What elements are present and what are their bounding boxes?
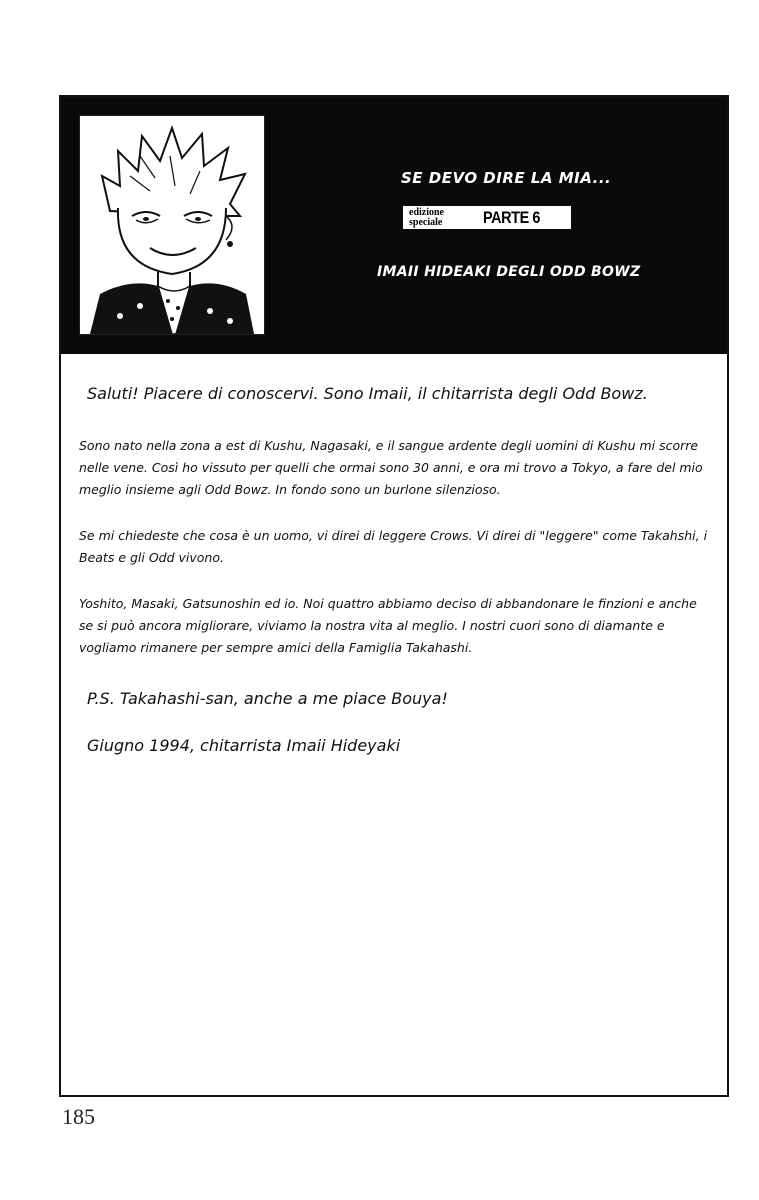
header-title: SE DEVO DIRE LA MIA... <box>401 169 612 187</box>
signature: Giugno 1994, chitarrista Imaii Hideyaki <box>87 736 401 755</box>
paragraph-2: Se mi chiedeste che cosa è un uomo, vi direi di leggere Crows. Vi direi di "leggere" come Takahshi, i Beats e gli Odd vivono. <box>79 528 708 565</box>
paragraph-1: Sono nato nella zona a est di Kushu, Nagasaki, e il sangue ardente degli uomini di Kushu mi scorre nelle vene. Così ho vissuto per quelli che ormai sono 30 anni, e ora mi trovo a Tokyo, a fare del mio meglio insieme agli Odd Bowz. In fondo sono un burlone silenzioso. <box>79 438 703 497</box>
portrait-illustration <box>79 115 265 335</box>
paragraph-3: Yoshito, Masaki, Gatsunoshin ed io. Noi quattro abbiamo deciso di abbandonare le finzioni e anche se si può ancora migliorare, viviamo la nostra vita al meglio. I nostri cuori sono di diamante e vogliamo rimanere per sempre amici della Famiglia Takahashi. <box>79 596 697 655</box>
page-number: 185 <box>62 1104 95 1129</box>
greeting-line: Saluti! Piacere di conoscervi. Sono Imaii, il chitarrista degli Odd Bowz. <box>87 384 648 403</box>
part-label-box <box>403 206 571 229</box>
header-subtitle: IMAII HIDEAKI DEGLI ODD BOWZ <box>377 264 641 280</box>
postscript: P.S. Takahashi-san, anche a me piace Bouya! <box>87 689 448 708</box>
part-number: PARTE 6 <box>483 207 540 227</box>
article-frame <box>59 95 729 1097</box>
edition-label: edizione speciale <box>409 206 444 228</box>
article-body <box>61 354 727 755</box>
portrait-drawing <box>80 116 264 334</box>
header-banner <box>61 97 727 354</box>
